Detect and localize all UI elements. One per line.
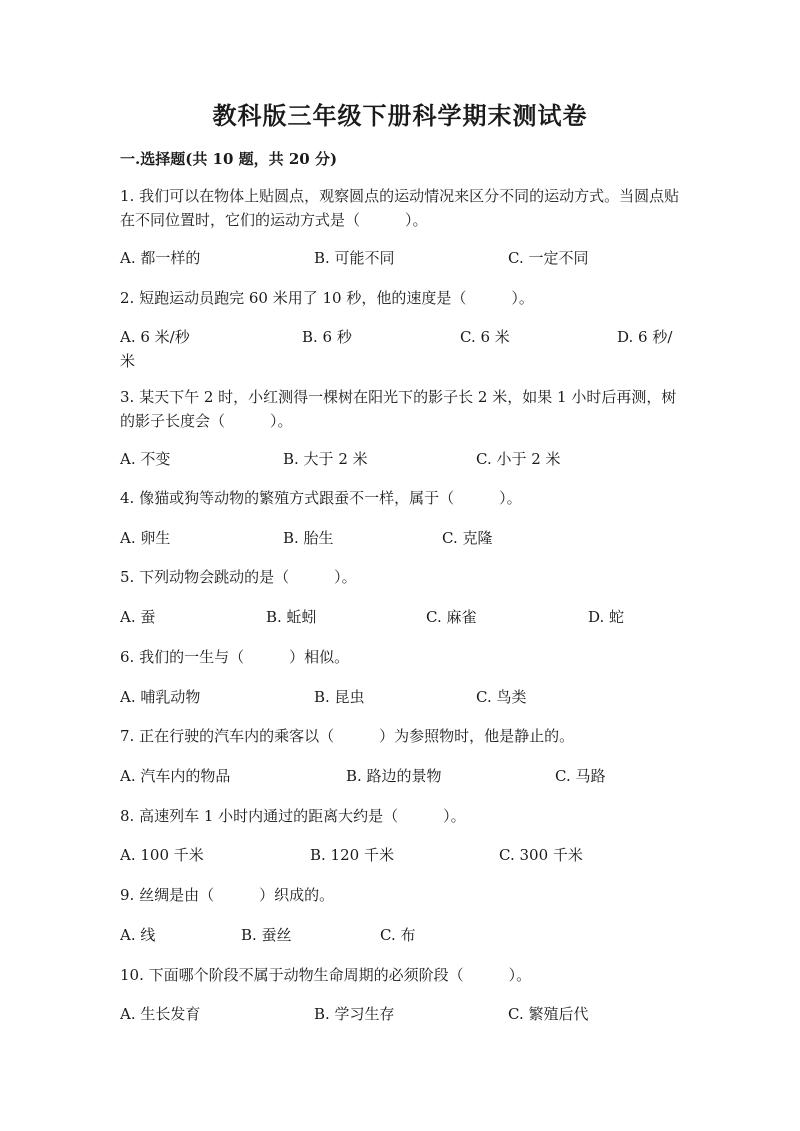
options-9 [120, 923, 680, 947]
option-3a: A. 不变 [120, 450, 171, 468]
option-10c: C. 繁殖后代 [508, 1005, 589, 1023]
option-8b: B. 120 千米 [310, 846, 394, 864]
option-7a: A. 汽车内的物品 [120, 767, 231, 785]
options-10 [120, 1002, 680, 1026]
options-3 [120, 447, 680, 471]
option-4c: C. 克隆 [442, 529, 493, 547]
options-2 [120, 325, 680, 370]
question-3: 3. 某天下午 2 时，小红测得一棵树在阳光下的影子长 2 米，如果 1 小时后再测，树的影子长度会（ ）。 [120, 388, 677, 430]
question-5: 5. 下列动物会跳动的是（ ）。 [120, 568, 357, 586]
option-1b: B. 可能不同 [314, 249, 395, 267]
option-4b: B. 胎生 [283, 529, 334, 547]
question-2: 2. 短跑运动员跑完 60 米用了 10 秒，他的速度是（ ）。 [120, 289, 534, 307]
option-9c: C. 布 [380, 926, 416, 944]
option-1c: C. 一定不同 [508, 249, 589, 267]
question-4: 4. 像猫或狗等动物的繁殖方式跟蚕不一样，属于（ ）。 [120, 489, 522, 507]
option-9b: B. 蚕丝 [241, 926, 292, 944]
option-6b: B. 昆虫 [314, 688, 365, 706]
option-5c: C. 麻雀 [426, 608, 477, 626]
question-7: 7. 正在行驶的汽车内的乘客以（ ）为参照物时，他是静止的。 [120, 727, 575, 745]
section-heading: 一.选择题(共 10 题，共 20 分) [120, 150, 338, 168]
option-5b: B. 蚯蚓 [266, 608, 317, 626]
option-9a: A. 线 [120, 926, 156, 944]
option-10a: A. 生长发育 [120, 1005, 201, 1023]
options-4 [120, 526, 680, 550]
option-2b: B. 6 秒 [302, 328, 352, 346]
option-8a: A. 100 千米 [120, 846, 204, 864]
option-7b: B. 路边的景物 [346, 767, 442, 785]
option-10b: B. 学习生存 [314, 1005, 395, 1023]
option-6c: C. 鸟类 [476, 688, 527, 706]
options-7 [120, 764, 680, 788]
option-1a: A. 都一样的 [120, 249, 201, 267]
options-8 [120, 843, 680, 867]
option-6a: A. 哺乳动物 [120, 688, 201, 706]
options-1 [120, 246, 680, 270]
option-2d: D. 6 秒/米 [120, 328, 673, 370]
option-2a: A. 6 米/秒 [120, 328, 190, 346]
options-6 [120, 685, 680, 709]
option-8c: C. 300 千米 [499, 846, 583, 864]
page-title: 教科版三年级下册科学期末测试卷 [212, 101, 588, 130]
question-10: 10. 下面哪个阶段不属于动物生命周期的必须阶段（ ）。 [120, 966, 532, 984]
question-6: 6. 我们的一生与（ ）相似。 [120, 648, 350, 666]
options-5 [120, 605, 680, 629]
option-5d: D. 蛇 [588, 608, 625, 626]
option-3c: C. 小于 2 米 [476, 450, 561, 468]
option-2c: C. 6 米 [460, 328, 510, 346]
option-5a: A. 蚕 [120, 608, 156, 626]
option-4a: A. 卵生 [120, 529, 171, 547]
question-8: 8. 高速列车 1 小时内通过的距离大约是（ ）。 [120, 807, 466, 825]
option-7c: C. 马路 [555, 767, 606, 785]
question-9: 9. 丝绸是由（ ）织成的。 [120, 886, 335, 904]
option-3b: B. 大于 2 米 [283, 450, 368, 468]
question-1: 1. 我们可以在物体上贴圆点，观察圆点的运动情况来区分不同的运动方式。当圆点贴在不同位置时，它们的运动方式是（ ）。 [120, 187, 680, 229]
